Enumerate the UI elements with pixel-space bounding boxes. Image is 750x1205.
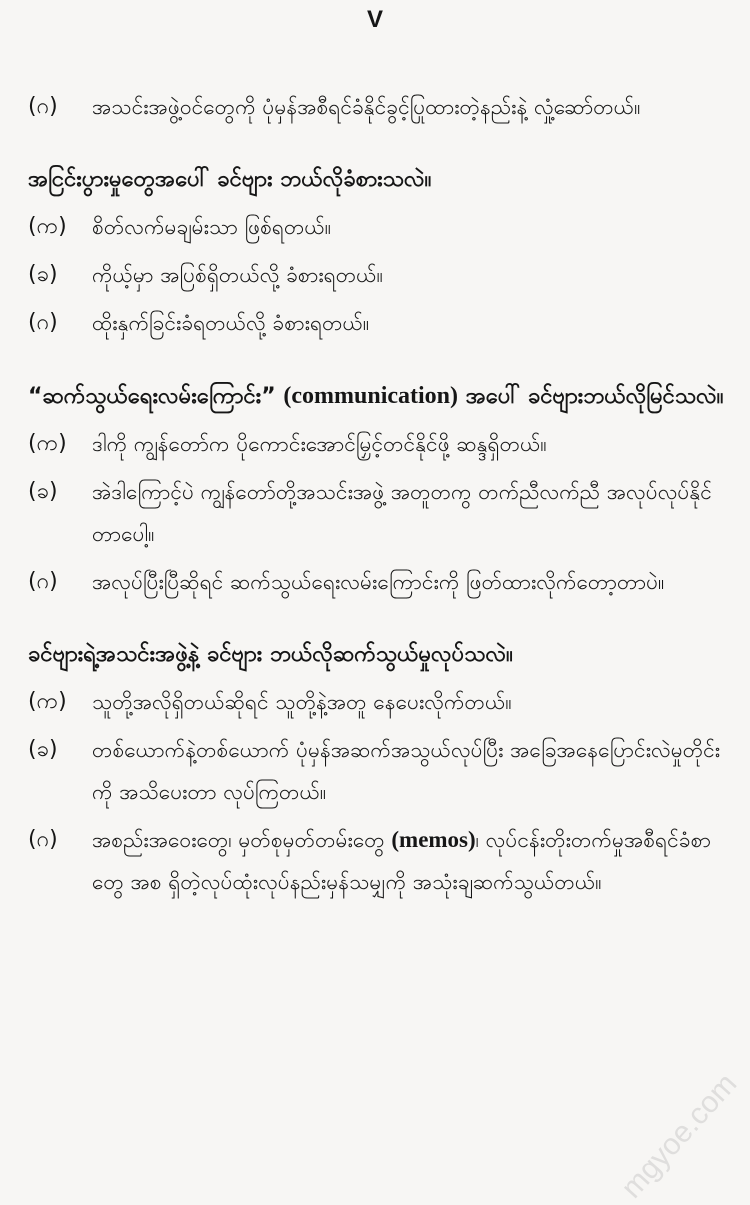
item-marker: (က)	[28, 689, 67, 714]
item-latin-term: (memos)	[391, 827, 476, 852]
item-marker: (ဂ)	[28, 569, 58, 594]
item-text: ကိုယ့်မှာ အပြစ်ရှိတယ်လို့ ခံစားရတယ်။	[92, 263, 383, 287]
section-communication	[28, 374, 724, 603]
list-item	[28, 302, 724, 344]
item-text-part: ၊ လုပ်ငန်းတိုးတက်မှုအစီရင်ခံစာတွေ အစ ရှိတဲ့လုပ်ထုံးလုပ်နည်းမှန်သမျှကို အသုံးချဆက်သွယ်တယ်။	[92, 828, 712, 894]
question-heading: အငြင်းပွားမှုတွေအပေါ် ခင်ဗျား ဘယ်လိုခံစားသလဲ။	[28, 167, 432, 192]
item-marker: (ဂ)	[28, 827, 58, 852]
heading-text: အပေါ် ခင်ဗျားဘယ်လိုမြင်သလဲ။	[458, 384, 724, 409]
section-continuation	[28, 86, 724, 128]
list-item	[28, 206, 724, 248]
item-text: အဲဒါကြောင့်ပဲ ကျွန်တော်တို့အသင်းအဖွဲ့ အတူတကွ တက်ညီလက်ညီ အလုပ်လုပ်နိုင်တာပေါ့။	[92, 480, 712, 546]
item-marker: (ဂ)	[28, 94, 58, 119]
item-text: သူတို့အလိုရှိတယ်ဆိုရင် သူတို့နဲ့အတူ နေပေးလိုက်တယ်။	[92, 690, 512, 714]
list-item	[28, 819, 724, 903]
item-marker: (ခ)	[28, 479, 58, 504]
item-text: အသင်းအဖွဲ့ဝင်တွေကို ပုံမှန်အစီရင်ခံနိုင်ခွင့်ပြုထားတဲ့နည်းနဲ့ လှုံ့ဆော်တယ်။	[92, 95, 641, 119]
item-text: ထိုးနှက်ခြင်းခံရတယ်လို့ ခံစားရတယ်။	[92, 311, 370, 335]
item-text-part: အစည်းအဝေးတွေ၊ မှတ်စုမှတ်တမ်းတွေ	[92, 828, 392, 852]
section-conflict	[28, 158, 724, 344]
list-item	[28, 729, 724, 813]
item-text: ဒါကို ကျွန်တော်က ပိုကောင်းအောင်မြှင့်တင်နိုင်ဖို့ ဆန္ဒရှိတယ်။	[92, 432, 547, 456]
page-content	[28, 86, 724, 933]
item-marker: (ခ)	[28, 262, 58, 287]
item-marker: (က)	[28, 431, 67, 456]
list-item	[28, 681, 724, 723]
list-item	[28, 254, 724, 296]
question-heading	[28, 374, 724, 419]
item-marker: (ခ)	[28, 737, 58, 762]
item-marker: (က)	[28, 214, 67, 239]
list-item	[28, 423, 724, 465]
item-marker: (ဂ)	[28, 310, 58, 335]
section-team-communication	[28, 633, 724, 903]
watermark: mgyoe.com	[614, 1067, 744, 1205]
heading-latin-term: (communication)	[283, 383, 459, 409]
question-heading: ခင်ဗျားရဲ့အသင်းအဖွဲ့နဲ့ ခင်ဗျား ဘယ်လိုဆက်သွယ်မှုလုပ်သလဲ။	[28, 642, 513, 667]
item-text: စိတ်လက်မချမ်းသာ ဖြစ်ရတယ်။	[92, 215, 332, 239]
page-number: V	[366, 6, 383, 33]
list-item	[28, 561, 724, 603]
heading-text: “ဆက်သွယ်ရေးလမ်းကြောင်း”	[28, 384, 284, 409]
item-text: တစ်ယောက်နဲ့တစ်ယောက် ပုံမှန်အဆက်အသွယ်လုပ်ပြီး အခြေအနေပြောင်းလဲမှုတိုင်းကို အသိပေးတာ လုပ်ကြတယ်။	[92, 738, 721, 804]
list-item	[28, 86, 724, 128]
item-text: အလုပ်ပြီးပြီဆိုရင် ဆက်သွယ်ရေးလမ်းကြောင်းကို ဖြတ်ထားလိုက်တော့တာပဲ။	[92, 570, 665, 594]
item-text	[92, 819, 724, 903]
list-item	[28, 471, 724, 555]
